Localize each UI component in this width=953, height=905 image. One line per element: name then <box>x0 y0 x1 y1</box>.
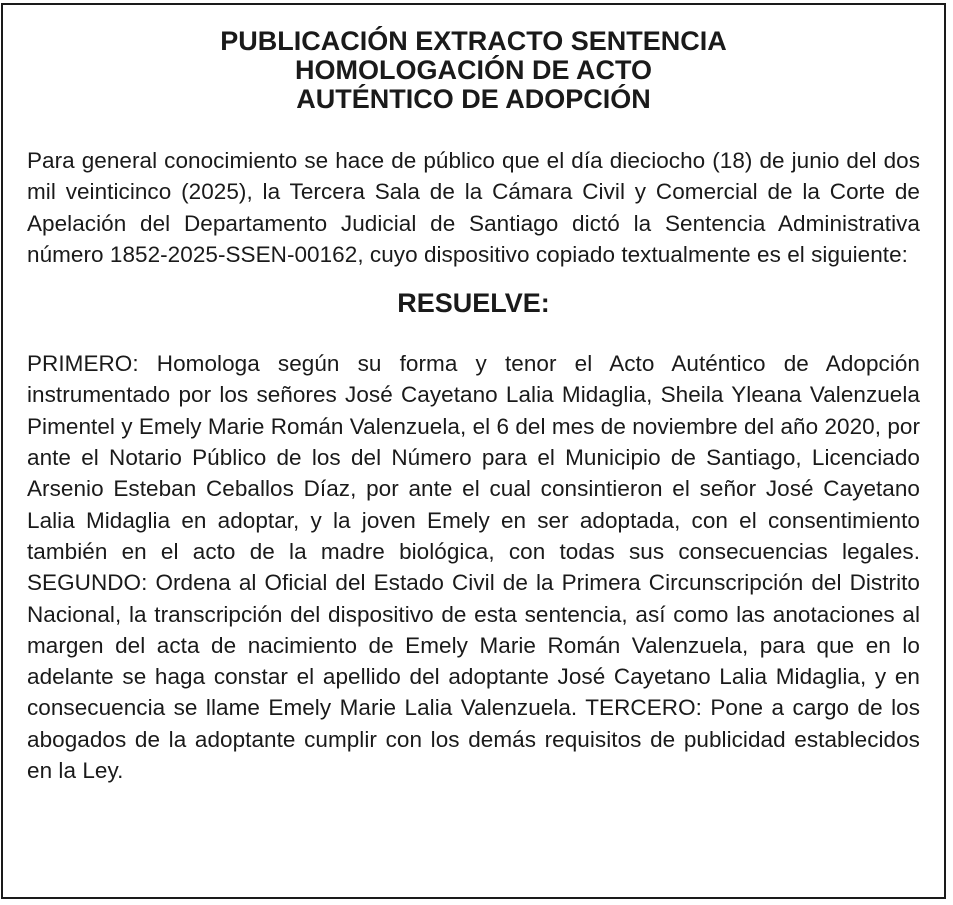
title-line-1: PUBLICACIÓN EXTRACTO SENTENCIA <box>220 26 727 56</box>
resolution-body: PRIMERO: Homologa según su forma y tenor el Acto Auténtico de Adopción instrumentado por los señores José Cayetano Lalia Midaglia, Sheila Yleana Valenzuela Pimentel y Emely Marie Román Valenzuela, el 6 del mes de noviembre del año 2020, por ante el Notario Público de los del Número para el Municipio de Santiago, Licenciado Arsenio Esteban Ceballos Díaz, por ante el cual consintieron el señor José Cayetano Lalia Midaglia en adoptar, y la joven Emely en ser adoptada, con el consentimiento también en el acto de la madre biológica, con todas sus consecuencias legales. SEGUNDO: Ordena al Oficial del Estado Civil de la Primera Circunscripción del Distrito Nacional, la transcripción del dispositivo de esta sentencia, así como las anotaciones al margen del acta de nacimiento de Emely Marie Román Valenzuela, para que en lo adelante se haga constar el apellido del adoptante José Cayetano Lalia Midaglia, y en consecuencia se llame Emely Marie Lalia Valenzuela. TERCERO: Pone a cargo de los abogados de la adoptante cumplir con los demás requisitos de publicidad establecidos en la Ley. <box>27 351 921 784</box>
title-line-3: AUTÉNTICO DE ADOPCIÓN <box>296 84 651 114</box>
resolution-heading: RESUELVE: <box>397 288 550 319</box>
legal-notice <box>1 3 946 899</box>
title-line-2: HOMOLOGACIÓN DE ACTO <box>295 55 652 85</box>
notice-title <box>27 27 920 114</box>
intro-paragraph: Para general conocimiento se hace de público que el día dieciocho (18) de junio del dos mil veinticinco (2025), la Tercera Sala de la Cámara Civil y Comercial de la Corte de Apelación del Departamento Judicial de Santiago dictó la Sentencia Administrativa número 1852-2025-SSEN-00162, cuyo dispositivo copiado textualmente es el siguiente: <box>27 148 920 267</box>
